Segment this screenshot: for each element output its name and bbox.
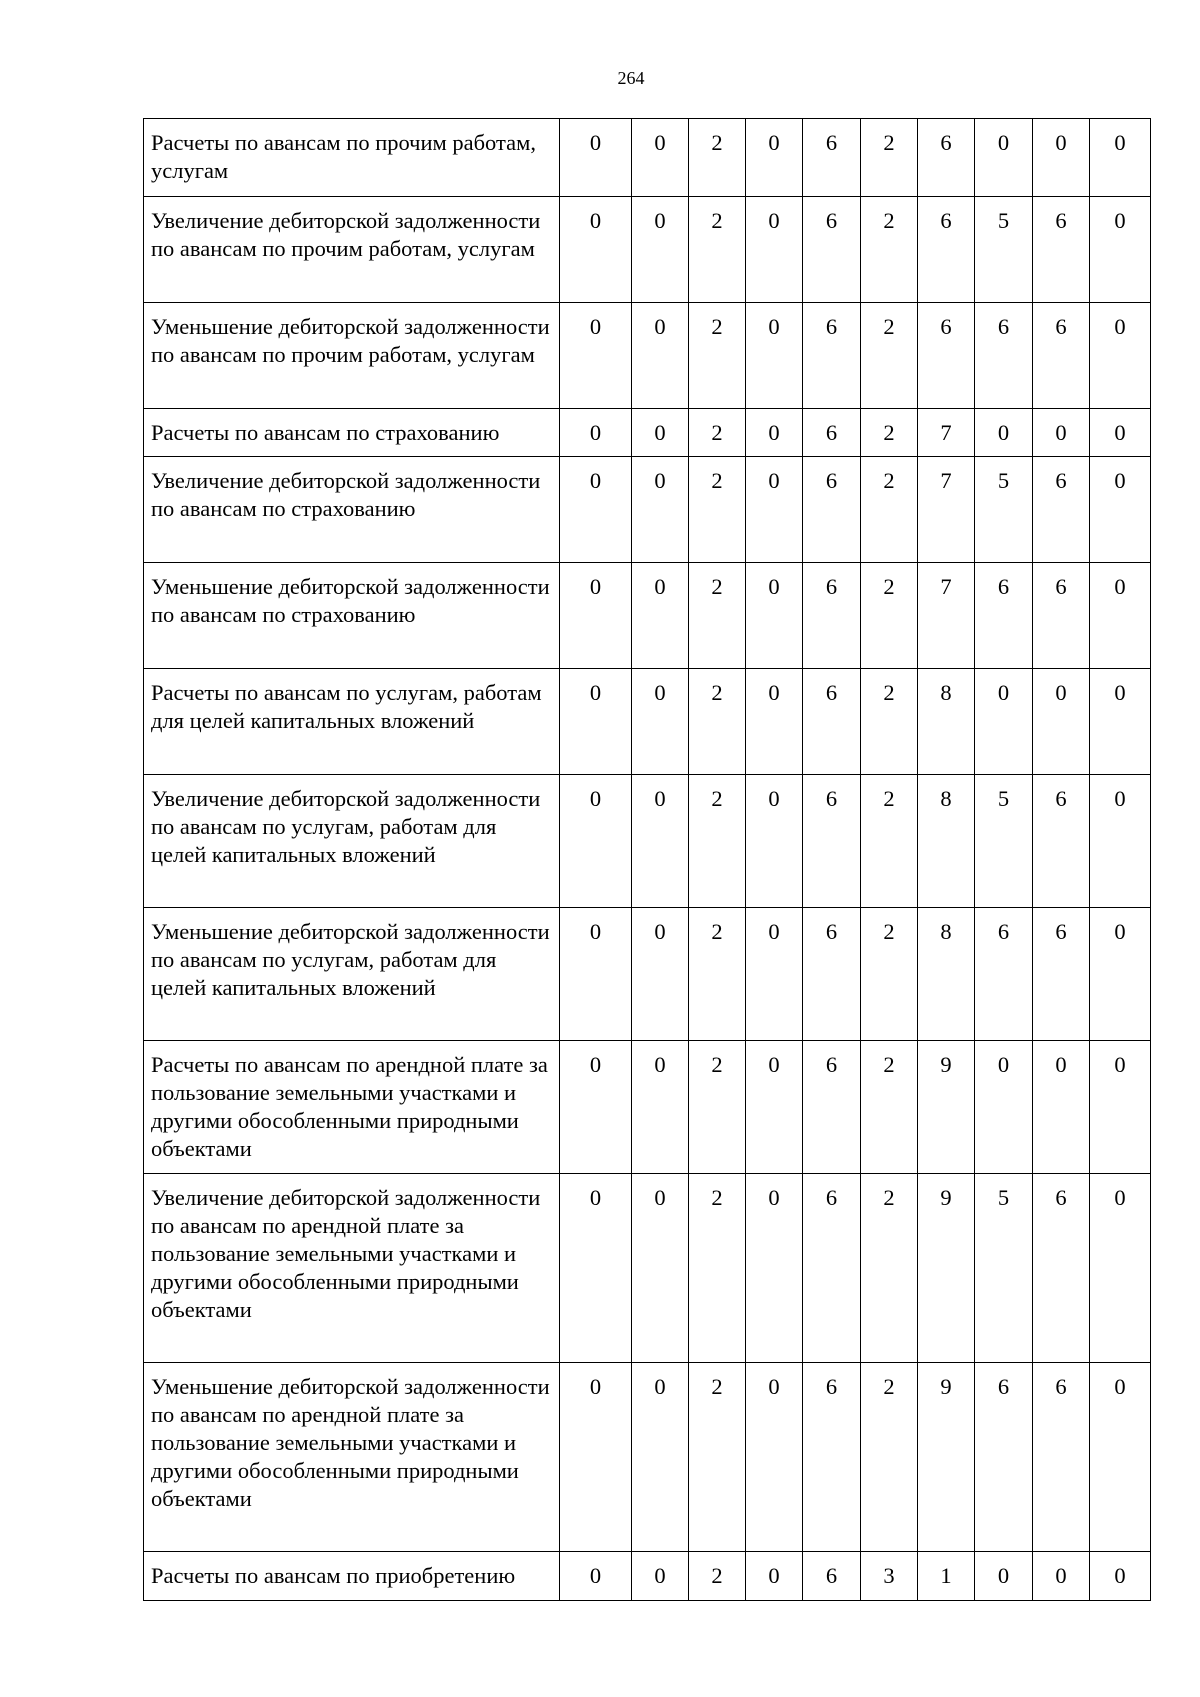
code-digit-cell: 0 xyxy=(1090,119,1151,197)
account-name-cell: Увеличение дебиторской задолженности по авансам по прочим работам, услугам xyxy=(144,197,560,303)
code-digit-cell: 6 xyxy=(975,908,1033,1041)
code-digit-cell: 2 xyxy=(861,1174,918,1363)
code-digit-cell: 0 xyxy=(632,669,689,775)
code-digit-cell: 0 xyxy=(560,1174,632,1363)
code-digit-cell: 7 xyxy=(918,457,975,563)
code-digit-cell: 2 xyxy=(861,119,918,197)
code-digit-cell: 0 xyxy=(1033,1552,1090,1601)
code-digit-cell: 0 xyxy=(975,669,1033,775)
code-digit-cell: 6 xyxy=(975,563,1033,669)
code-digit-cell: 0 xyxy=(1090,409,1151,457)
code-digit-cell: 2 xyxy=(689,1363,746,1552)
code-digit-cell: 0 xyxy=(1090,457,1151,563)
code-digit-cell: 0 xyxy=(632,409,689,457)
account-name-cell: Расчеты по авансам по приобретению xyxy=(144,1552,560,1601)
code-digit-cell: 0 xyxy=(560,775,632,908)
code-digit-cell: 0 xyxy=(1033,669,1090,775)
code-digit-cell: 6 xyxy=(803,1552,861,1601)
account-name-cell: Уменьшение дебиторской задолженности по авансам по страхованию xyxy=(144,563,560,669)
code-digit-cell: 9 xyxy=(918,1363,975,1552)
code-digit-cell: 2 xyxy=(689,119,746,197)
code-digit-cell: 2 xyxy=(861,457,918,563)
code-digit-cell: 0 xyxy=(975,409,1033,457)
code-digit-cell: 2 xyxy=(861,1363,918,1552)
table-row xyxy=(144,1552,1151,1601)
code-digit-cell: 6 xyxy=(803,1041,861,1174)
code-digit-cell: 9 xyxy=(918,1174,975,1363)
code-digit-cell: 6 xyxy=(918,119,975,197)
code-digit-cell: 0 xyxy=(975,1552,1033,1601)
code-digit-cell: 6 xyxy=(918,197,975,303)
code-digit-cell: 0 xyxy=(632,1552,689,1601)
code-digit-cell: 0 xyxy=(632,908,689,1041)
code-digit-cell: 0 xyxy=(1090,1363,1151,1552)
table-row xyxy=(144,1041,1151,1174)
code-digit-cell: 0 xyxy=(632,303,689,409)
code-digit-cell: 6 xyxy=(1033,775,1090,908)
code-digit-cell: 0 xyxy=(746,457,803,563)
code-digit-cell: 0 xyxy=(560,1363,632,1552)
code-digit-cell: 0 xyxy=(746,669,803,775)
code-digit-cell: 0 xyxy=(746,1363,803,1552)
code-digit-cell: 2 xyxy=(689,908,746,1041)
code-digit-cell: 0 xyxy=(632,119,689,197)
table-row xyxy=(144,457,1151,563)
code-digit-cell: 2 xyxy=(861,775,918,908)
code-digit-cell: 2 xyxy=(861,563,918,669)
code-digit-cell: 0 xyxy=(560,908,632,1041)
code-digit-cell: 0 xyxy=(746,563,803,669)
code-digit-cell: 6 xyxy=(1033,563,1090,669)
code-digit-cell: 6 xyxy=(975,303,1033,409)
code-digit-cell: 5 xyxy=(975,1174,1033,1363)
code-digit-cell: 0 xyxy=(632,1174,689,1363)
account-codes-table xyxy=(143,118,1151,1601)
table-row xyxy=(144,409,1151,457)
code-digit-cell: 0 xyxy=(560,119,632,197)
code-digit-cell: 0 xyxy=(746,197,803,303)
code-digit-cell: 8 xyxy=(918,775,975,908)
code-digit-cell: 6 xyxy=(1033,1174,1090,1363)
code-digit-cell: 0 xyxy=(746,1552,803,1601)
account-name-cell: Уменьшение дебиторской задолженности по авансам по арендной плате за пользование земельными участками и другими обособленными природными объектами xyxy=(144,1363,560,1552)
code-digit-cell: 6 xyxy=(803,563,861,669)
code-digit-cell: 0 xyxy=(632,197,689,303)
code-digit-cell: 0 xyxy=(1033,119,1090,197)
code-digit-cell: 0 xyxy=(632,775,689,908)
account-name-cell: Расчеты по авансам по арендной плате за пользование земельными участками и другими обособленными природными объектами xyxy=(144,1041,560,1174)
code-digit-cell: 0 xyxy=(560,563,632,669)
code-digit-cell: 6 xyxy=(803,197,861,303)
code-digit-cell: 2 xyxy=(689,1552,746,1601)
code-digit-cell: 5 xyxy=(975,457,1033,563)
code-digit-cell: 2 xyxy=(689,669,746,775)
code-digit-cell: 0 xyxy=(1090,669,1151,775)
account-name-cell: Увеличение дебиторской задолженности по авансам по арендной плате за пользование земельными участками и другими обособленными природными объектами xyxy=(144,1174,560,1363)
code-digit-cell: 2 xyxy=(689,563,746,669)
account-name-cell: Уменьшение дебиторской задолженности по авансам по прочим работам, услугам xyxy=(144,303,560,409)
code-digit-cell: 7 xyxy=(918,409,975,457)
code-digit-cell: 2 xyxy=(861,197,918,303)
code-digit-cell: 2 xyxy=(689,303,746,409)
account-name-cell: Увеличение дебиторской задолженности по авансам по услугам, работам для целей капитальных вложений xyxy=(144,775,560,908)
code-digit-cell: 0 xyxy=(975,1041,1033,1174)
code-digit-cell: 0 xyxy=(1090,1041,1151,1174)
code-digit-cell: 3 xyxy=(861,1552,918,1601)
code-digit-cell: 6 xyxy=(803,303,861,409)
page-number: 264 xyxy=(617,68,645,88)
account-name-cell: Уменьшение дебиторской задолженности по авансам по услугам, работам для целей капитальных вложений xyxy=(144,908,560,1041)
code-digit-cell: 6 xyxy=(918,303,975,409)
code-digit-cell: 0 xyxy=(975,119,1033,197)
code-digit-cell: 2 xyxy=(689,409,746,457)
code-digit-cell: 9 xyxy=(918,1041,975,1174)
code-digit-cell: 2 xyxy=(861,669,918,775)
code-digit-cell: 2 xyxy=(689,775,746,908)
code-digit-cell: 0 xyxy=(1090,563,1151,669)
code-digit-cell: 6 xyxy=(1033,303,1090,409)
table-row xyxy=(144,1174,1151,1363)
code-digit-cell: 0 xyxy=(560,1552,632,1601)
code-digit-cell: 0 xyxy=(560,1041,632,1174)
code-digit-cell: 6 xyxy=(803,409,861,457)
table-row xyxy=(144,197,1151,303)
code-digit-cell: 2 xyxy=(689,1041,746,1174)
code-digit-cell: 2 xyxy=(861,1041,918,1174)
code-digit-cell: 8 xyxy=(918,908,975,1041)
code-digit-cell: 6 xyxy=(803,457,861,563)
code-digit-cell: 2 xyxy=(861,303,918,409)
code-digit-cell: 6 xyxy=(975,1363,1033,1552)
code-digit-cell: 2 xyxy=(689,1174,746,1363)
code-digit-cell: 0 xyxy=(632,563,689,669)
account-name-cell: Увеличение дебиторской задолженности по авансам по страхованию xyxy=(144,457,560,563)
code-digit-cell: 0 xyxy=(1090,303,1151,409)
account-name-cell: Расчеты по авансам по прочим работам, услугам xyxy=(144,119,560,197)
code-digit-cell: 6 xyxy=(803,1174,861,1363)
table-row xyxy=(144,563,1151,669)
code-digit-cell: 2 xyxy=(689,457,746,563)
code-digit-cell: 0 xyxy=(1090,775,1151,908)
code-digit-cell: 6 xyxy=(1033,197,1090,303)
code-digit-cell: 6 xyxy=(803,1363,861,1552)
code-digit-cell: 6 xyxy=(803,775,861,908)
code-digit-cell: 6 xyxy=(803,908,861,1041)
code-digit-cell: 0 xyxy=(746,119,803,197)
table-row xyxy=(144,303,1151,409)
code-digit-cell: 0 xyxy=(746,775,803,908)
code-digit-cell: 0 xyxy=(560,197,632,303)
code-digit-cell: 0 xyxy=(746,409,803,457)
code-digit-cell: 0 xyxy=(560,409,632,457)
code-digit-cell: 2 xyxy=(861,409,918,457)
code-digit-cell: 5 xyxy=(975,775,1033,908)
table-row xyxy=(144,1363,1151,1552)
code-digit-cell: 0 xyxy=(1090,1174,1151,1363)
account-name-cell: Расчеты по авансам по услугам, работам для целей капитальных вложений xyxy=(144,669,560,775)
table-row xyxy=(144,775,1151,908)
code-digit-cell: 0 xyxy=(1033,409,1090,457)
code-digit-cell: 7 xyxy=(918,563,975,669)
code-digit-cell: 6 xyxy=(1033,1363,1090,1552)
code-digit-cell: 0 xyxy=(560,669,632,775)
code-digit-cell: 0 xyxy=(1033,1041,1090,1174)
table-row xyxy=(144,908,1151,1041)
code-digit-cell: 0 xyxy=(746,1041,803,1174)
table-row xyxy=(144,669,1151,775)
code-digit-cell: 5 xyxy=(975,197,1033,303)
code-digit-cell: 0 xyxy=(1090,908,1151,1041)
code-digit-cell: 0 xyxy=(1090,197,1151,303)
code-digit-cell: 0 xyxy=(746,1174,803,1363)
code-digit-cell: 6 xyxy=(1033,908,1090,1041)
code-digit-cell: 6 xyxy=(1033,457,1090,563)
code-digit-cell: 2 xyxy=(861,908,918,1041)
code-digit-cell: 0 xyxy=(560,303,632,409)
code-digit-cell: 0 xyxy=(746,303,803,409)
code-digit-cell: 8 xyxy=(918,669,975,775)
code-digit-cell: 0 xyxy=(632,457,689,563)
code-digit-cell: 0 xyxy=(1090,1552,1151,1601)
code-digit-cell: 6 xyxy=(803,119,861,197)
code-digit-cell: 6 xyxy=(803,669,861,775)
code-digit-cell: 0 xyxy=(632,1363,689,1552)
code-digit-cell: 0 xyxy=(746,908,803,1041)
code-digit-cell: 0 xyxy=(632,1041,689,1174)
code-digit-cell: 1 xyxy=(918,1552,975,1601)
code-digit-cell: 2 xyxy=(689,197,746,303)
account-name-cell: Расчеты по авансам по страхованию xyxy=(144,409,560,457)
code-digit-cell: 0 xyxy=(560,457,632,563)
table-row xyxy=(144,119,1151,197)
